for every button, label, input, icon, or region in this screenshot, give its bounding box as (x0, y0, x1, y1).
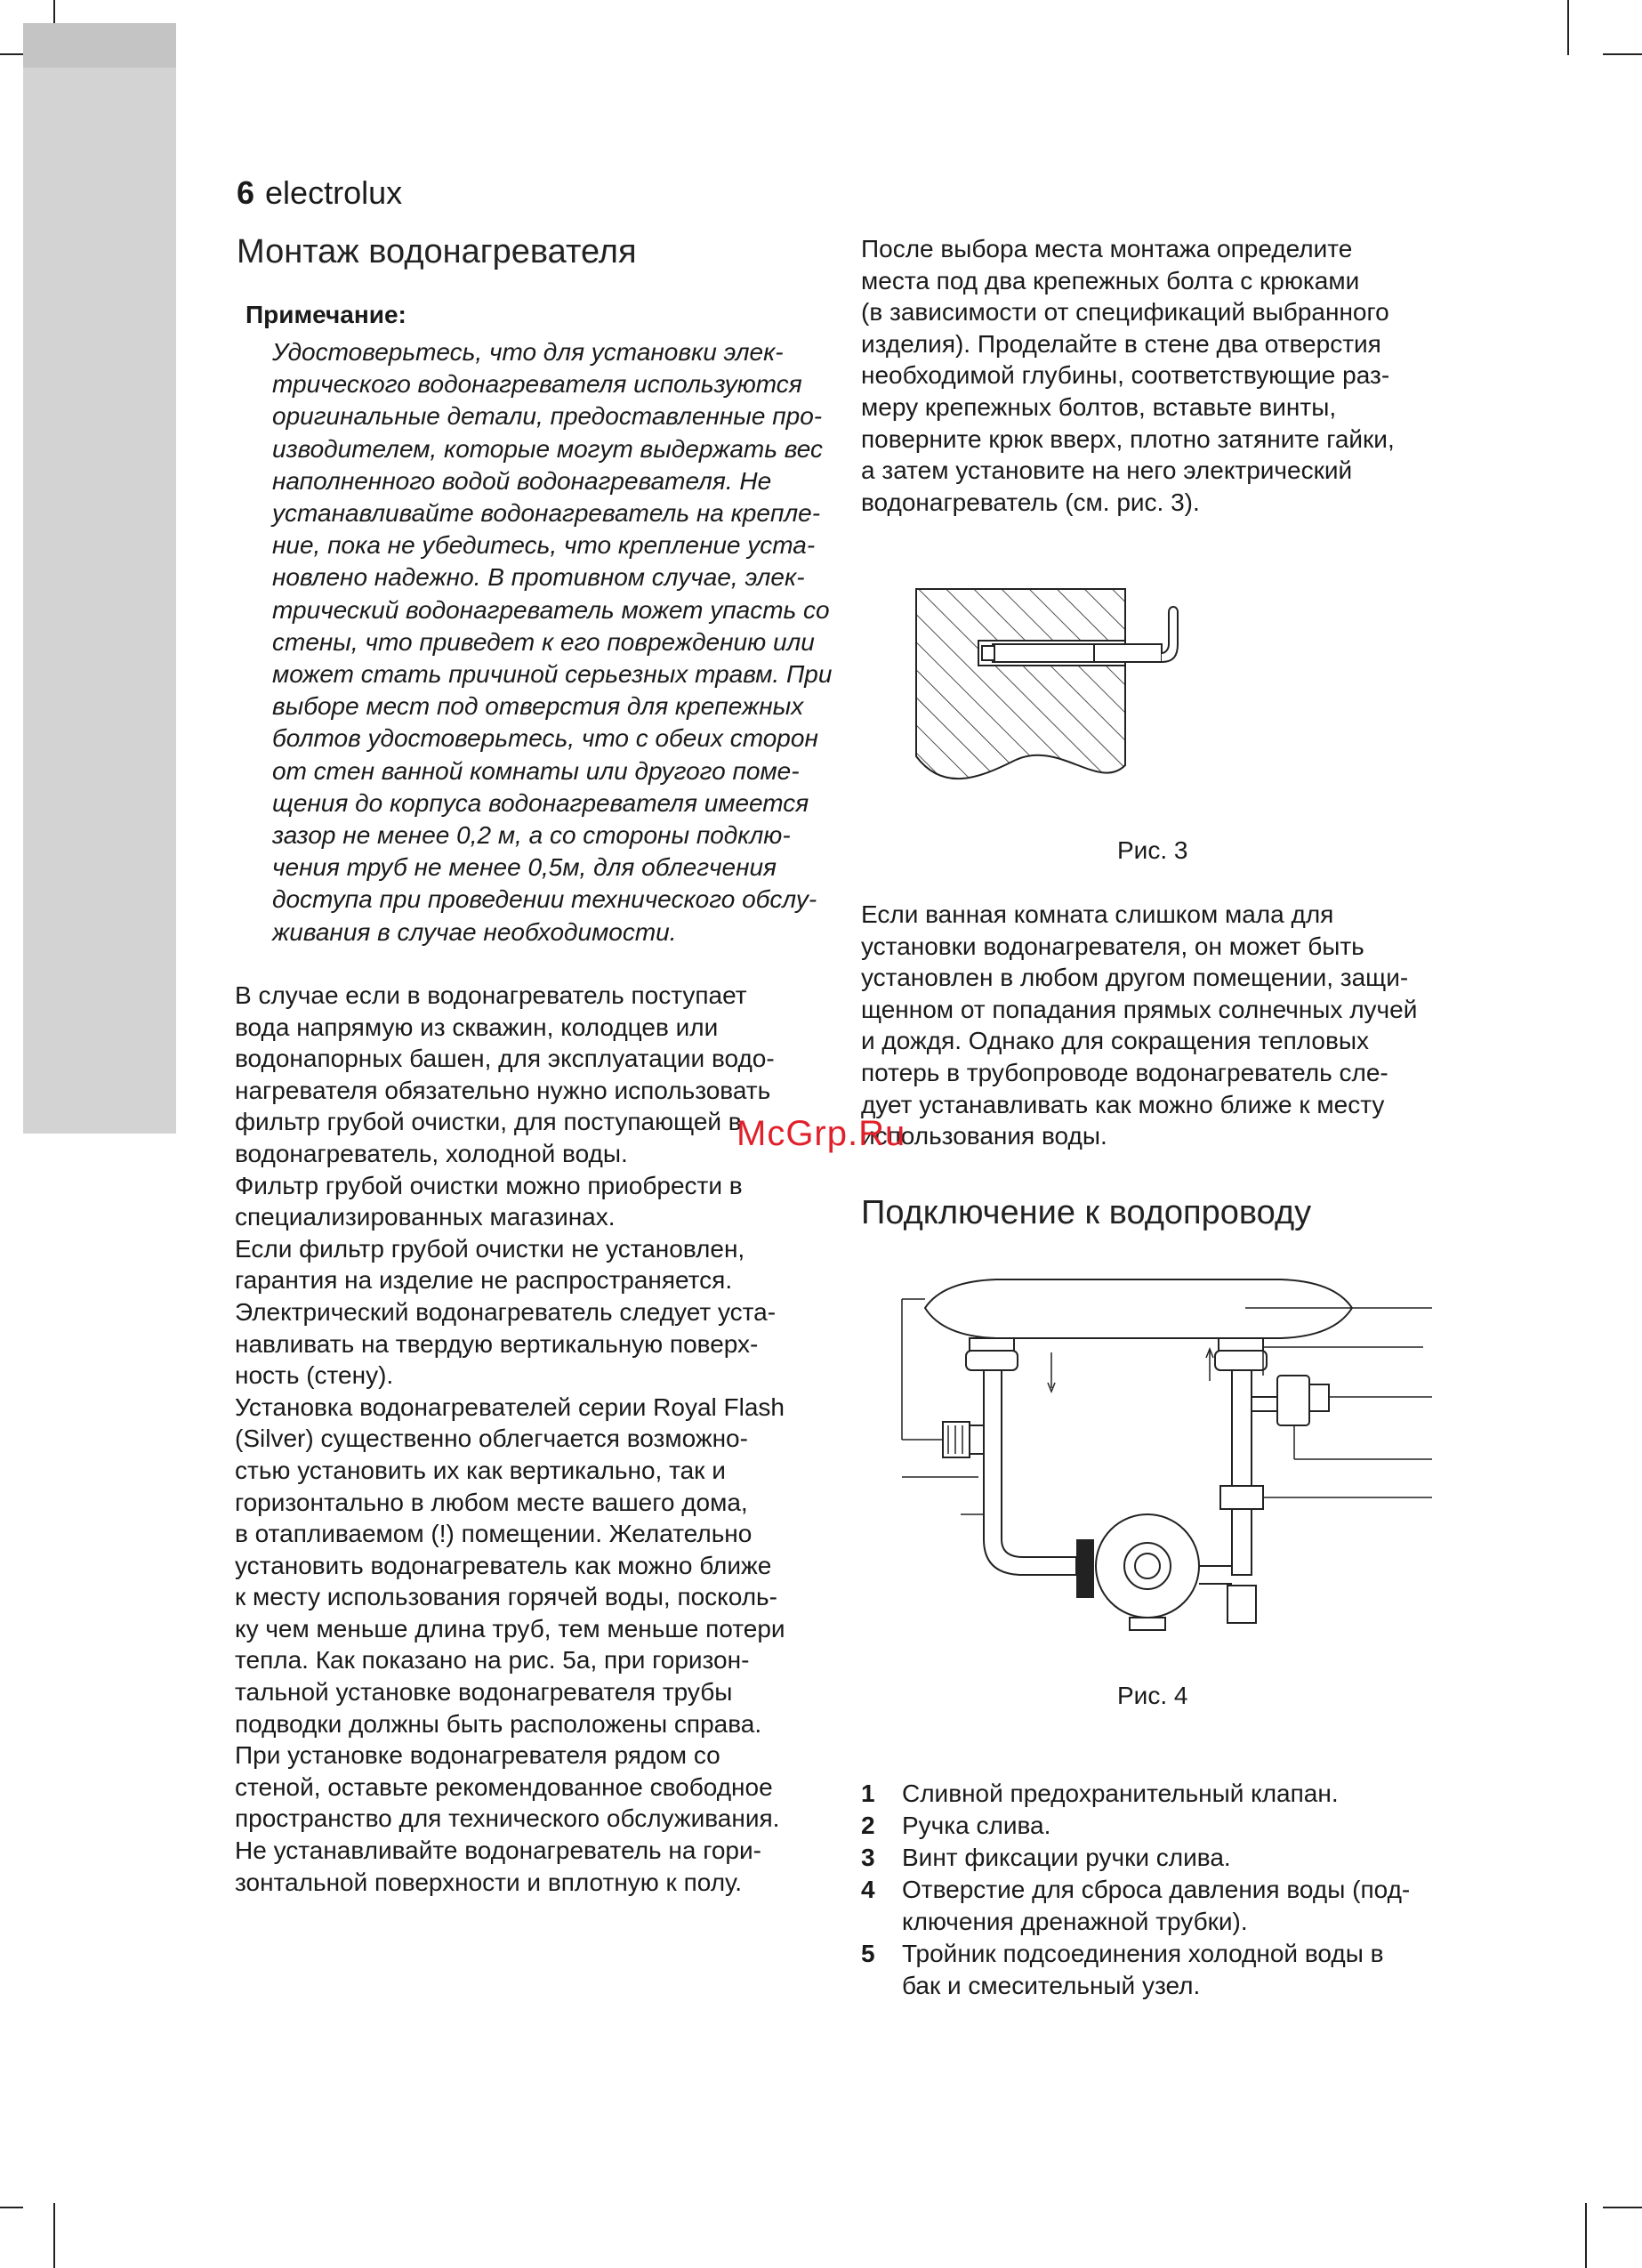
body-line: гарантия на изделие не распространяется. (235, 1266, 733, 1295)
crop-mark-top-right-h (1603, 53, 1642, 55)
note-line: устанавливайте водонагреватель на крепле- (272, 499, 821, 528)
crop-mark-top-left-v (53, 0, 55, 23)
body-line: установить водонагреватель как можно ближе (235, 1551, 772, 1579)
note-line: ние, пока не убедитесь, что крепление уста- (272, 531, 816, 560)
legend-text: Винт фиксации ручки слива. (902, 1844, 1231, 1871)
note-line: Удостоверьтесь, что для установки элек- (272, 338, 784, 366)
note-text (272, 336, 833, 948)
note-line: трического водонагревателя используются (272, 370, 802, 399)
body-line: щенном от попадания прямых солнечных лучей (861, 995, 1418, 1023)
body-line: водонагреватель, холодной воды. (235, 1139, 628, 1167)
figure-4-pipe-connection (889, 1272, 1441, 1628)
legend-item (861, 1810, 1410, 1842)
bolt-body (993, 644, 1162, 662)
legend-text: Сливной предохранительный клапан. (902, 1780, 1339, 1807)
body-line: горизонтально в любом месте вашего дома, (235, 1488, 748, 1516)
note-line: изводителем, которые могут выдержать вес (272, 434, 824, 463)
body-line: водонагреватель (см. рис. 3). (861, 488, 1200, 516)
body-line: в отапливаемом (!) помещении. Желательно (235, 1520, 753, 1548)
tank-bottom (925, 1279, 1352, 1338)
body-line: использования воды. (861, 1122, 1107, 1150)
body-line: ку чем меньше длина труб, тем меньше потери (235, 1614, 785, 1642)
note-line: наполненного водой водонагревателя. Не (272, 466, 772, 495)
intro-text-right (861, 233, 1395, 518)
note-line: щения до корпуса водонагревателя имеется (272, 788, 809, 817)
body-line: подводки должны быть расположены справа. (235, 1709, 762, 1738)
legend-text: Отверстие для сброса давления воды (под- (902, 1876, 1411, 1903)
body-line: установки водонагревателя, он может быть (861, 932, 1364, 960)
legend-item (861, 1874, 1410, 1938)
body-line: установлен в любом другом помещении, защи- (861, 964, 1409, 992)
legend-number: 4 (861, 1876, 875, 1903)
note-line: стены, что приведет к его повреждению или (272, 627, 815, 656)
body-line: а затем установите на него электрический (861, 456, 1353, 485)
section-title-mounting: Монтаж водонагревателя (237, 233, 637, 270)
note-line: от стен ванной комнаты или другого поме- (272, 756, 800, 785)
legend-list (861, 1778, 1410, 2002)
body-line: стью установить их как вертикально, так и (235, 1456, 726, 1484)
safety-valve (1277, 1376, 1309, 1425)
bolt-tip (982, 646, 994, 660)
note-line: новлено надежно. В противном случае, элек- (272, 563, 805, 592)
brand-name: electrolux (265, 174, 403, 211)
hook (1162, 607, 1178, 662)
legend-text: ключения дренажной трубки). (902, 1908, 1248, 1935)
wall-outline (916, 589, 1125, 779)
note-line: чения труб не менее 0,5м, для облегчения (272, 853, 777, 882)
legend-text: Ручка слива. (902, 1812, 1051, 1839)
body-line: дует устанавливать как можно ближе к месту (861, 1090, 1385, 1118)
body-line: необходимой глубины, соответствующие раз- (861, 361, 1390, 390)
body-line: (Silver) существенно облегчается возможно- (235, 1425, 748, 1453)
side-tab-top (23, 23, 176, 68)
body-line: Электрический водонагреватель следует уста- (235, 1297, 777, 1326)
body-line: фильтр грубой очистки, для поступающей в (235, 1108, 742, 1136)
crop-mark-top-left-h (0, 53, 23, 55)
note-label: Примечание: (245, 301, 406, 328)
body-line: После выбора места монтажа определите (861, 235, 1353, 262)
body-line: ность (стену). (235, 1361, 394, 1390)
body-line: зонтальной поверхности и вплотную к полу. (235, 1868, 743, 1896)
crop-mark-top-right-v (1567, 0, 1569, 55)
body-line: и дождя. Однако для сокращения тепловых (861, 1027, 1369, 1055)
legend-text: бак и смесительный узел. (902, 1972, 1201, 1999)
body-line: специализированных магазинах. (235, 1203, 616, 1231)
figure-3-caption: Рис. 3 (1117, 836, 1188, 864)
note-line: оригинальные детали, предоставленные про- (272, 402, 823, 431)
body-line: Установка водонагревателей серии Royal Flash (235, 1392, 785, 1421)
body-line: меру крепежных болтов, вставьте винты, (861, 392, 1337, 421)
body-line: Фильтр грубой очистки можно приобрести в (235, 1171, 743, 1199)
body-line: Если фильтр грубой очистки не установлен, (235, 1234, 745, 1263)
body-line: пространство для технического обслуживания. (235, 1804, 780, 1833)
note-line: зазор не менее 0,2 м, а со стороны подклю- (272, 821, 791, 850)
figure-3-wall-bolt (907, 578, 1192, 801)
note-line: доступа при проведении технического обслу- (272, 885, 817, 914)
crop-mark-bottom-right-h (1603, 2207, 1642, 2208)
body-text-left (235, 980, 822, 1898)
body-line: вода напрямую из скважин, колодцев или (235, 1013, 719, 1041)
legend-number: 1 (861, 1780, 875, 1807)
body-line: (в зависимости от спецификаций выбранного (861, 298, 1389, 327)
body-line: стеной, оставьте рекомендованное свободное (235, 1772, 773, 1801)
section-title-plumbing: Подключение к водопроводу (861, 1194, 1312, 1231)
crop-mark-bottom-right-v (1585, 2203, 1587, 2268)
body-line: изделия). Проделайте в стене два отверстия (861, 329, 1381, 358)
body-line: к месту использования горячей воды, посколь- (235, 1583, 777, 1611)
coupling (1076, 1539, 1094, 1598)
crop-mark-bottom-left-v (53, 2203, 55, 2268)
body-line: потерь в трубопроводе водонагреватель сле- (861, 1058, 1388, 1086)
body-line: В случае если в водонагреватель поступает (235, 981, 747, 1009)
legend-item (861, 1778, 1410, 1810)
note-line: болтов удостоверьтесь, что с обеих сторон (272, 724, 818, 753)
body-line: Если ванная комната слишком мала для (861, 900, 1334, 928)
cold-pipe (1232, 1370, 1252, 1575)
page-header (237, 174, 402, 212)
body-line: тальной установке водонагревателя трубы (235, 1678, 733, 1707)
body-line: навливать на твердую вертикальную поверх- (235, 1329, 759, 1358)
watermark: McGrp.Ru (736, 1114, 906, 1153)
figure-4-caption: Рис. 4 (1117, 1682, 1188, 1709)
page-number: 6 (237, 174, 255, 211)
legend-number: 2 (861, 1812, 875, 1839)
body-line: тепла. Как показано на рис. 5а, при горизон- (235, 1646, 750, 1675)
body-line: При установке водонагревателя рядом со (235, 1741, 720, 1770)
body-line: места под два крепежных болта с крюками (861, 266, 1360, 295)
note-line: может стать причиной серьезных травм. При (272, 660, 833, 689)
note-line: выборе мест под отверстия для крепежных (272, 692, 804, 721)
crop-mark-bottom-left-h (0, 2207, 23, 2208)
body-line: Не устанавливайте водонагреватель на гори- (235, 1836, 761, 1865)
note-line: трический водонагреватель может упасть со (272, 595, 830, 624)
hot-pipe (984, 1370, 1076, 1575)
body-line: нагревателя обязательно нужно использовать (235, 1076, 771, 1104)
legend-item (861, 1842, 1410, 1874)
legend-text: Тройник подсоединения холодной воды в (902, 1940, 1384, 1967)
legend-item (861, 1938, 1410, 2002)
legend-number: 5 (861, 1940, 875, 1967)
body-line: поверните крюк вверх, плотно затяните гайки, (861, 424, 1395, 453)
bathroom-text (861, 899, 1417, 1152)
note-line: живания в случае необходимости. (272, 917, 677, 946)
side-tab-band (23, 23, 176, 1134)
legend-number: 3 (861, 1844, 875, 1871)
body-line: водонапорных башен, для эксплуатации водо- (235, 1045, 775, 1073)
